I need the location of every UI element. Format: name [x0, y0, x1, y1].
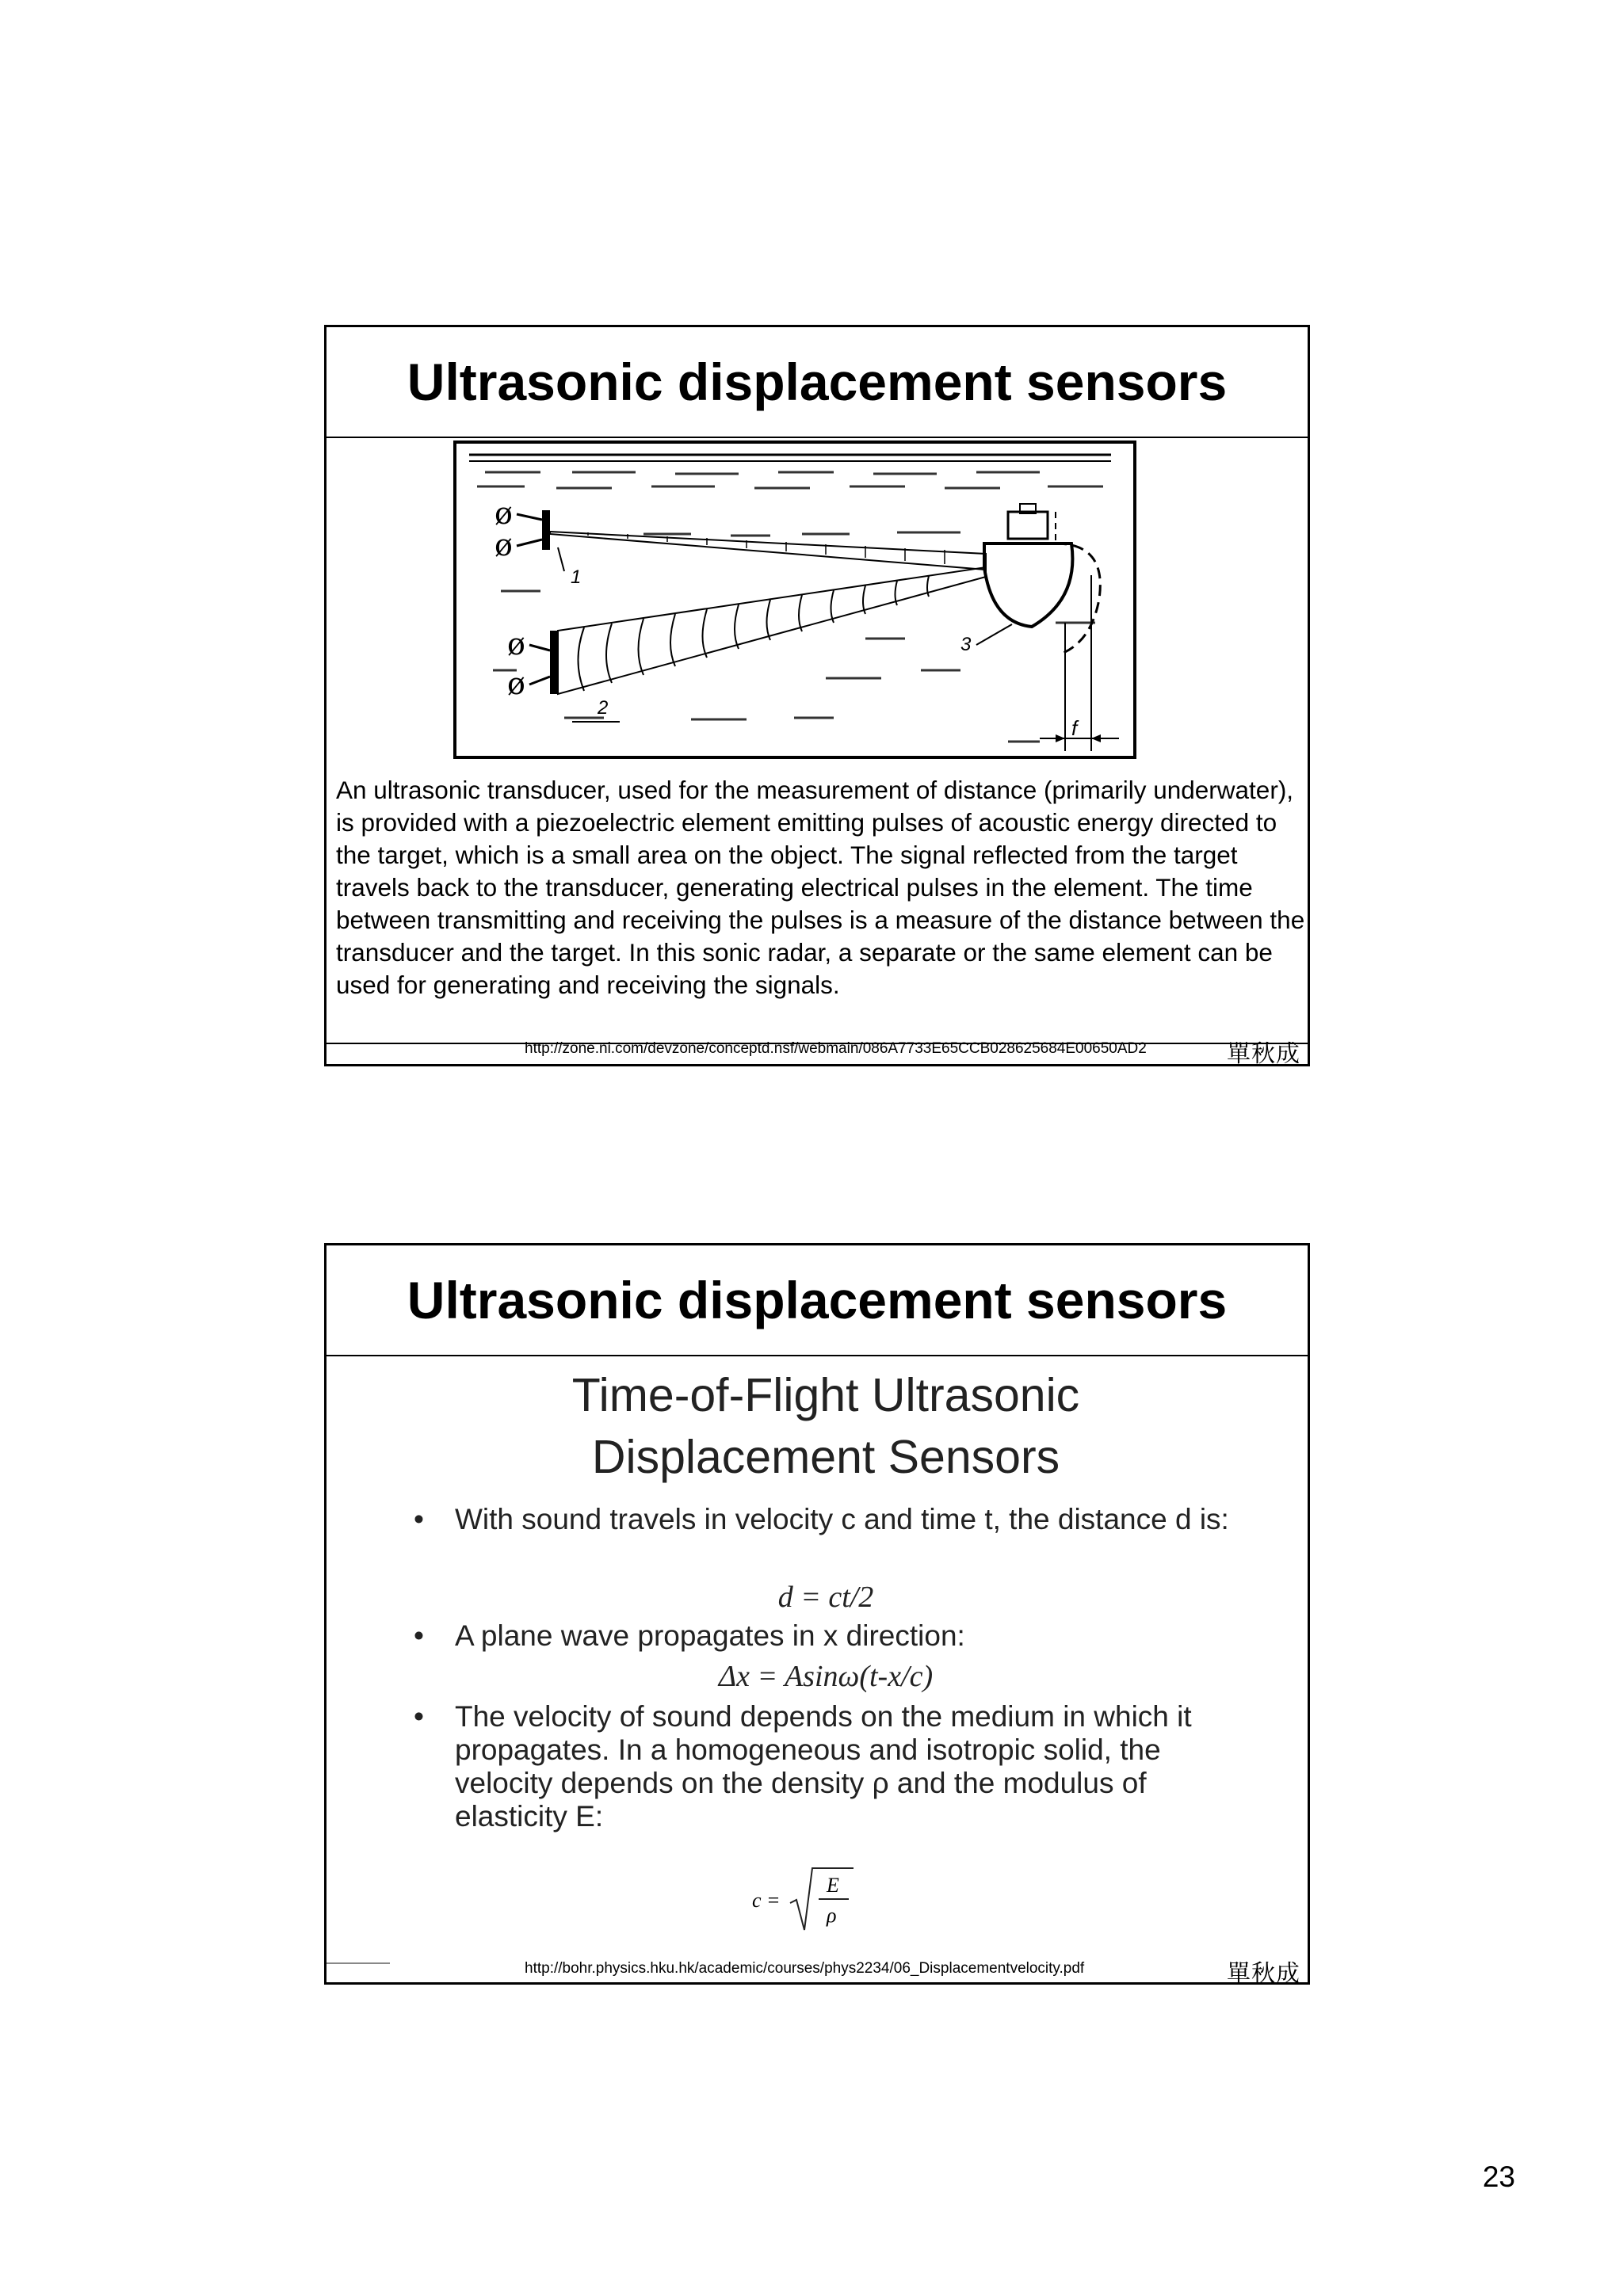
bullet-mark: •: [414, 1619, 424, 1652]
svg-text:ø: ø: [507, 627, 525, 662]
source-url: http://zone.ni.com/devzone/conceptd.nsf/webmain/086A7733E65CCB028625684E00650AD2: [525, 1040, 1147, 1057]
slide-2: [324, 1243, 1310, 1988]
slide-body-text: An ultrasonic transducer, used for the measurement of distance (primarily underwater), is provided with a piezoelectric element emitting pulses of acoustic energy directed to the target, which is a small area on the object. The signal reflected from the target travels back to the transducer, generating electrical pulses in the element. The time between transmitting and receiving the pulses is a measure of the distance between the transducer and the target. In this sonic radar, a separate or the same element can be used for generating and receiving the signals.: [336, 776, 1305, 999]
svg-text:1: 1: [571, 566, 582, 588]
equation-sound-velocity: [750, 1863, 861, 1935]
bullet-text: The velocity of sound depends on the medium in which it propagates. In a homogeneous and isotropic solid, the velocity depends on the density ρ and the modulus of elasticity E:: [455, 1700, 1192, 1833]
source-url: http://bohr.physics.hku.hk/academic/courses/phys2234/06_Displacementvelocity.pdf: [525, 1960, 1085, 1977]
embedded-slide-title: [390, 1364, 1262, 1488]
svg-text:ø: ø: [495, 528, 513, 563]
bullet-item: [414, 1619, 1238, 1654]
bullet-mark: •: [414, 1503, 424, 1535]
slide-title: Ultrasonic displacement sensors: [327, 327, 1308, 438]
svg-text:f: f: [1071, 716, 1078, 740]
embedded-title-line-2: Displacement Sensors: [591, 1431, 1060, 1483]
bullet-text: With sound travels in velocity c and time t, the distance d is:: [455, 1503, 1229, 1535]
page-number: 23: [1482, 2161, 1515, 2193]
footer-divider: [327, 1962, 390, 1964]
svg-text:ø: ø: [507, 666, 525, 701]
slide-1: [324, 325, 1310, 1066]
author-name: 單秋成: [1227, 1960, 1300, 1988]
equation-plane-wave: Δx = Asinω(t-x/c): [718, 1660, 934, 1693]
equation-distance: d = ct/2: [777, 1581, 874, 1614]
embedded-slide: [390, 1356, 1262, 1935]
embedded-title-line-1: Time-of-Flight Ultrasonic: [571, 1369, 1080, 1421]
bullet-text: A plane wave propagates in x direction:: [455, 1619, 965, 1652]
bullet-item: [414, 1503, 1238, 1571]
slide-title: Ultrasonic displacement sensors: [327, 1245, 1308, 1356]
bullet-item: [414, 1700, 1238, 1835]
svg-text:ρ: ρ: [827, 1904, 837, 1927]
svg-text:2: 2: [598, 697, 609, 719]
svg-text:3: 3: [960, 634, 972, 655]
svg-text:c =: c =: [752, 1889, 781, 1912]
author-name: 單秋成: [1227, 1040, 1300, 1068]
svg-text:E: E: [827, 1874, 839, 1897]
ultrasonic-transducer-figure: [453, 441, 1136, 759]
svg-text:ø: ø: [495, 496, 513, 531]
bullet-mark: •: [414, 1700, 424, 1733]
